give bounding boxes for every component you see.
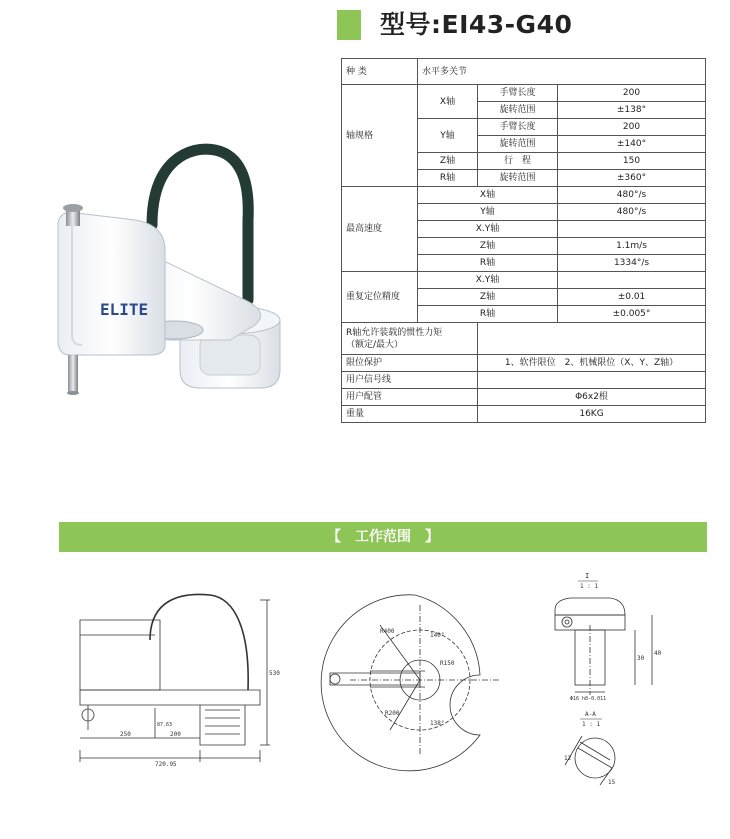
inertia-value <box>478 323 706 355</box>
side-view-drawing <box>60 580 280 770</box>
limit-protection-label: 限位保护 <box>342 355 478 372</box>
type-label: 种 类 <box>342 59 418 85</box>
repeat-xy-value <box>558 272 706 289</box>
z-stroke-value: 150 <box>558 153 706 170</box>
limit-protection-value: 1、软件限位 2、机械限位（X、Y、Z轴） <box>478 355 706 372</box>
dim-angle-138: 138° <box>430 720 445 727</box>
axis-spec-label: 轴规格 <box>342 85 418 187</box>
section-label: A-A <box>585 711 596 718</box>
inertia-label-line2: （额定/最大） <box>346 339 404 350</box>
signal-wire-value <box>478 372 706 389</box>
dim-small: 87.63 <box>157 722 173 728</box>
speed-x-label: X轴 <box>418 187 558 204</box>
repeat-r-label: R轴 <box>418 306 558 323</box>
y-arm-length-label: 手臂长度 <box>478 119 558 136</box>
weight-value: 16KG <box>478 406 706 423</box>
speed-xy-value <box>558 221 706 238</box>
repeat-xy-label: X.Y轴 <box>418 272 558 289</box>
dim-30: 30 <box>637 655 645 662</box>
detail-scale-2: 1 : 1 <box>582 721 601 728</box>
model-title: 型号:EI43-G40 <box>380 10 573 39</box>
title-accent-block <box>337 10 361 40</box>
user-piping-label: 用户配管 <box>342 389 478 406</box>
y-rotation-value: ±140° <box>558 136 706 153</box>
work-range-header: 【 工作范围 】 <box>59 522 707 552</box>
dim-angle-140: 140° <box>430 632 445 639</box>
max-speed-label: 最高速度 <box>342 187 418 272</box>
signal-wire-label: 用户信号线 <box>342 372 478 389</box>
dim-12: 12 <box>564 755 572 762</box>
speed-z-label: Z轴 <box>418 238 558 255</box>
speed-xy-label: X.Y轴 <box>418 221 558 238</box>
z-axis-label: Z轴 <box>418 153 478 170</box>
y-arm-length-value: 200 <box>558 119 706 136</box>
detail-label-i: I <box>585 572 590 580</box>
speed-r-value: 1334°/s <box>558 255 706 272</box>
top-view-drawing <box>320 585 510 775</box>
x-axis-label: X轴 <box>418 85 478 119</box>
inertia-label-line1: R轴允许装载的惯性力矩 <box>346 327 443 338</box>
repeat-r-value: ±0.005° <box>558 306 706 323</box>
dim-radius-200: R200 <box>385 710 400 717</box>
z-stroke-label: 行 程 <box>478 153 558 170</box>
dim-15: 15 <box>608 779 616 786</box>
x-rotation-value: ±138° <box>558 102 706 119</box>
dim-height: 530 <box>269 670 280 677</box>
dim-200: 200 <box>170 731 181 738</box>
dim-total-length: 720.95 <box>155 761 177 768</box>
x-rotation-label: 旋转范围 <box>478 102 558 119</box>
robot-brand-label: ELITE <box>100 300 149 319</box>
dim-radius-150: R150 <box>440 660 455 667</box>
speed-y-label: Y轴 <box>418 204 558 221</box>
robot-illustration <box>40 140 300 400</box>
speed-z-value: 1.1m/s <box>558 238 706 255</box>
dim-250: 250 <box>120 731 131 738</box>
r-rotation-label: 旋转范围 <box>478 170 558 187</box>
dim-40: 40 <box>654 650 662 657</box>
user-piping-value: Φ6x2根 <box>478 389 706 406</box>
y-rotation-label: 旋转范围 <box>478 136 558 153</box>
repeat-z-value: ±0.01 <box>558 289 706 306</box>
r-axis-label: R轴 <box>418 170 478 187</box>
x-arm-length-value: 200 <box>558 85 706 102</box>
weight-label: 重量 <box>342 406 478 423</box>
dim-radius-400: R400 <box>380 628 395 635</box>
speed-x-value: 480°/s <box>558 187 706 204</box>
r-rotation-value: ±360° <box>558 170 706 187</box>
x-arm-length-label: 手臂长度 <box>478 85 558 102</box>
speed-y-value: 480°/s <box>558 204 706 221</box>
inertia-label <box>342 323 478 355</box>
speed-r-label: R轴 <box>418 255 558 272</box>
repeat-accuracy-label: 重复定位精度 <box>342 272 418 323</box>
y-axis-label: Y轴 <box>418 119 478 153</box>
repeat-z-label: Z轴 <box>418 289 558 306</box>
dim-shaft: Φ16 h8-0.011 <box>570 696 607 702</box>
type-value: 水平多关节 <box>418 59 706 85</box>
detail-scale-1: 1 : 1 <box>580 583 599 590</box>
detail-drawing <box>540 570 670 790</box>
spec-table <box>341 58 706 423</box>
